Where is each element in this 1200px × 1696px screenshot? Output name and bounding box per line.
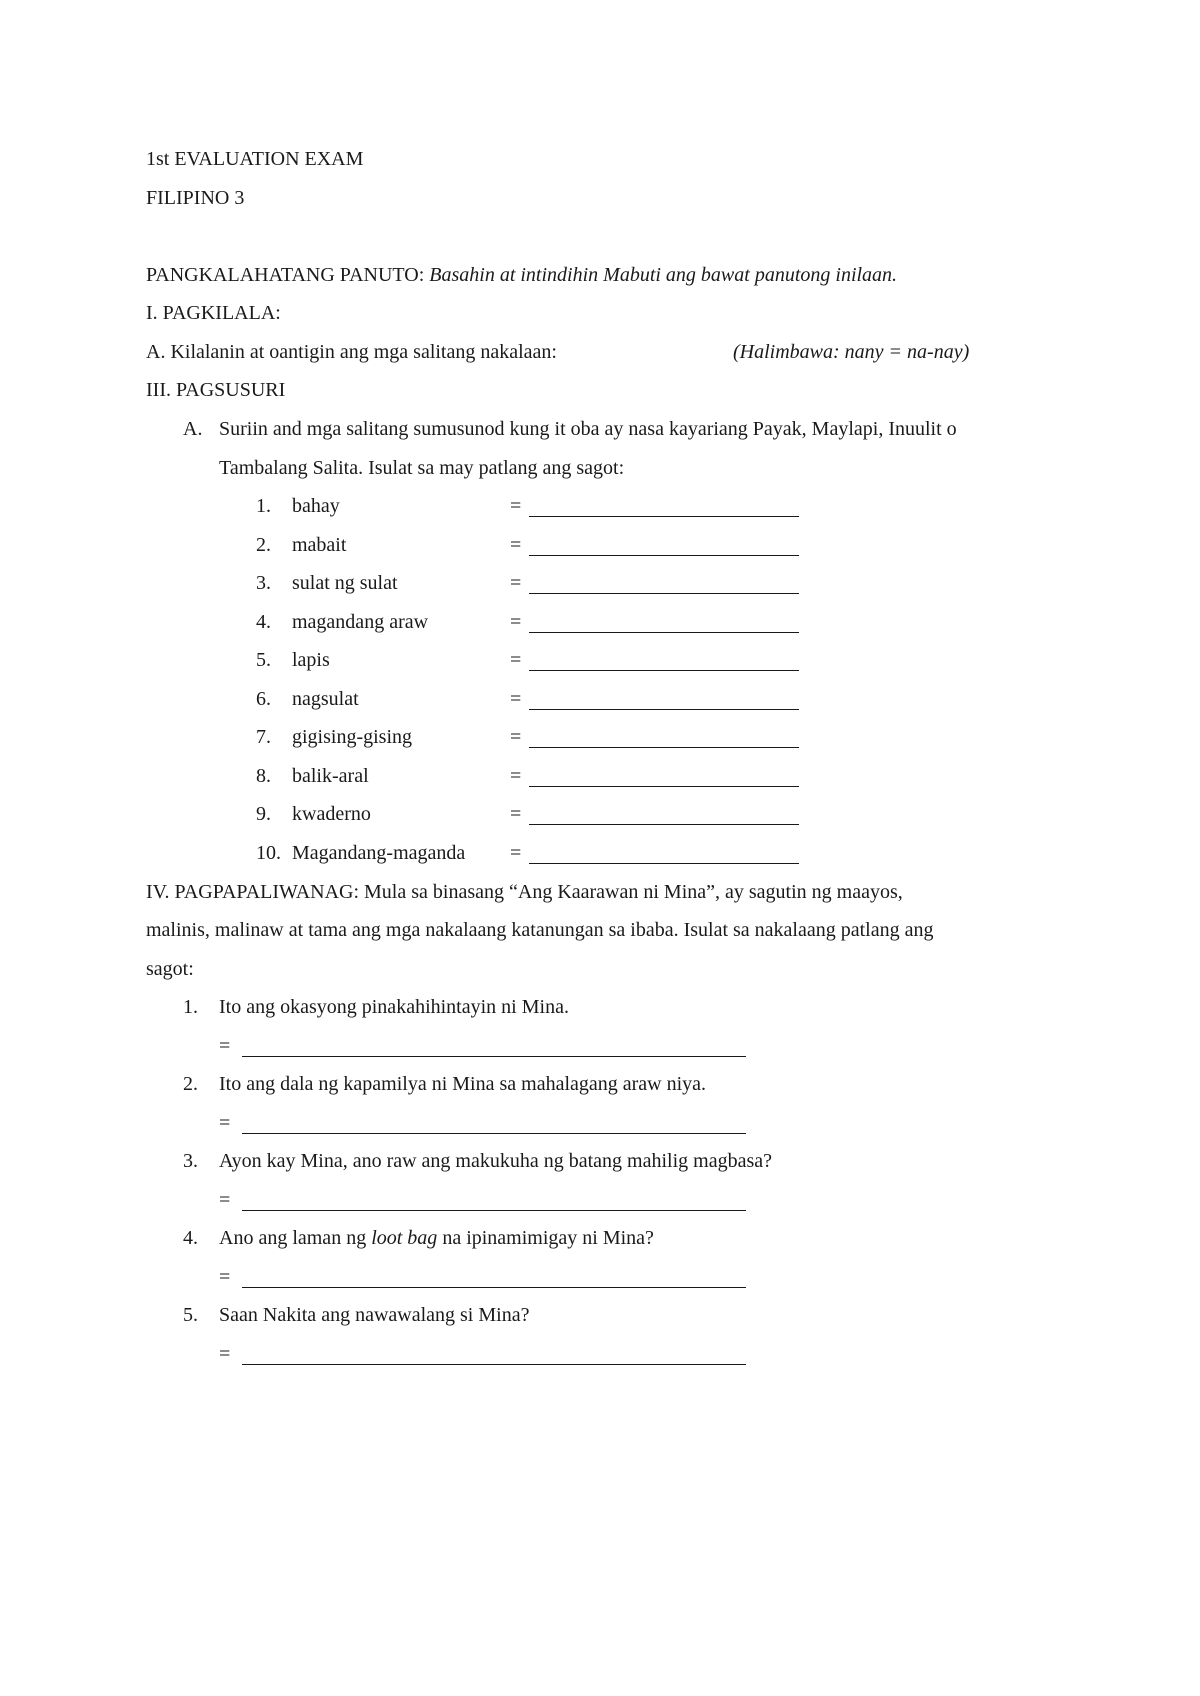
equals-sign: = xyxy=(219,1189,231,1211)
answer-blank[interactable] xyxy=(529,747,799,748)
answer-blank[interactable] xyxy=(242,1133,746,1134)
section-3-part-a-line2: Tambalang Salita. Isulat sa may patlang ang sagot: xyxy=(219,457,625,479)
answer-blank[interactable] xyxy=(529,709,799,710)
question-text-before: Ano ang laman ng xyxy=(219,1227,372,1249)
question-text-after: na ipinamimigay ni Mina? xyxy=(437,1227,654,1249)
item-word: kwaderno xyxy=(292,803,371,825)
answer-blank[interactable] xyxy=(529,593,799,594)
equals-sign: = xyxy=(510,611,522,633)
question-text: Ayon kay Mina, ano raw ang makukuha ng batang mahilig magbasa? xyxy=(219,1150,773,1172)
equals-sign: = xyxy=(510,495,522,517)
answer-blank[interactable] xyxy=(529,632,799,633)
equals-sign: = xyxy=(510,803,522,825)
question-text-italic: loot bag xyxy=(371,1227,438,1249)
item-number: 6. xyxy=(256,688,271,710)
item-number: 4. xyxy=(256,611,271,633)
item-number: 3. xyxy=(256,572,271,594)
question-number: 3. xyxy=(183,1150,198,1172)
answer-blank[interactable] xyxy=(242,1287,746,1288)
question-text xyxy=(219,1226,654,1250)
question-text: Saan Nakita ang nawawalang si Mina? xyxy=(219,1304,530,1326)
question-text: Ito ang okasyong pinakahihintayin ni Mina. xyxy=(219,996,569,1018)
section-3-part-a-line1: Suriin and mga salitang sumusunod kung it oba ay nasa kayariang Payak, Maylapi, Inuulit o xyxy=(219,418,957,440)
equals-sign: = xyxy=(510,649,522,671)
section-3-part-a-letter: A. xyxy=(183,418,203,440)
general-instruction-label: PANGKALAHATANG PANUTO: xyxy=(146,264,430,286)
section-4-line3: sagot: xyxy=(146,958,194,980)
item-number: 1. xyxy=(256,495,271,517)
item-number: 7. xyxy=(256,726,271,748)
equals-sign: = xyxy=(219,1343,231,1365)
item-word: gigising-gising xyxy=(292,726,413,748)
question-number: 1. xyxy=(183,996,198,1018)
section-4-line1: IV. PAGPAPALIWANAG: Mula sa binasang “Ang Kaarawan ni Mina”, ay sagutin ng maayos, xyxy=(146,881,903,903)
item-word: magandang araw xyxy=(292,611,429,633)
equals-sign: = xyxy=(510,765,522,787)
answer-blank[interactable] xyxy=(529,516,799,517)
equals-sign: = xyxy=(510,688,522,710)
section-1-heading: I. PAGKILALA: xyxy=(146,302,281,324)
item-number: 8. xyxy=(256,765,271,787)
general-instruction-text: Basahin at intindihin Mabuti ang bawat panutong inilaan. xyxy=(429,264,898,286)
item-word: balik-aral xyxy=(292,765,369,787)
section-4-line2: malinis, malinaw at tama ang mga nakalaang katanungan sa ibaba. Isulat sa nakalaang patlang ang xyxy=(146,919,934,941)
equals-sign: = xyxy=(219,1035,231,1057)
question-number: 4. xyxy=(183,1227,198,1249)
item-number: 9. xyxy=(256,803,271,825)
equals-sign: = xyxy=(510,726,522,748)
equals-sign: = xyxy=(510,534,522,556)
answer-blank[interactable] xyxy=(242,1056,746,1057)
question-text: Ito ang dala ng kapamilya ni Mina sa mahalagang araw niya. xyxy=(219,1073,707,1095)
item-number: 5. xyxy=(256,649,271,671)
answer-blank[interactable] xyxy=(529,555,799,556)
section-1-part-a: A. Kilalanin at oantigin ang mga salitang nakalaan: xyxy=(146,341,557,363)
answer-blank[interactable] xyxy=(529,824,799,825)
question-number: 2. xyxy=(183,1073,198,1095)
item-word: nagsulat xyxy=(292,688,359,710)
exam-subject: FILIPINO 3 xyxy=(146,187,245,209)
equals-sign: = xyxy=(219,1266,231,1288)
exam-title: 1st EVALUATION EXAM xyxy=(146,148,364,170)
equals-sign: = xyxy=(219,1112,231,1134)
answer-blank[interactable] xyxy=(529,670,799,671)
equals-sign: = xyxy=(510,842,522,864)
answer-blank[interactable] xyxy=(529,863,799,864)
answer-blank[interactable] xyxy=(242,1210,746,1211)
item-word: Magandang-maganda xyxy=(292,842,466,864)
section-1-example: (Halimbawa: nany = na-nay) xyxy=(733,341,970,363)
equals-sign: = xyxy=(510,572,522,594)
item-word: sulat ng sulat xyxy=(292,572,398,594)
item-word: lapis xyxy=(292,649,330,671)
question-number: 5. xyxy=(183,1304,198,1326)
item-number: 10. xyxy=(256,842,281,864)
answer-blank[interactable] xyxy=(242,1364,746,1365)
item-word: mabait xyxy=(292,534,347,556)
item-number: 2. xyxy=(256,534,271,556)
answer-blank[interactable] xyxy=(529,786,799,787)
section-3-heading: III. PAGSUSURI xyxy=(146,379,286,401)
item-word: bahay xyxy=(292,495,340,517)
general-instruction xyxy=(146,263,897,287)
